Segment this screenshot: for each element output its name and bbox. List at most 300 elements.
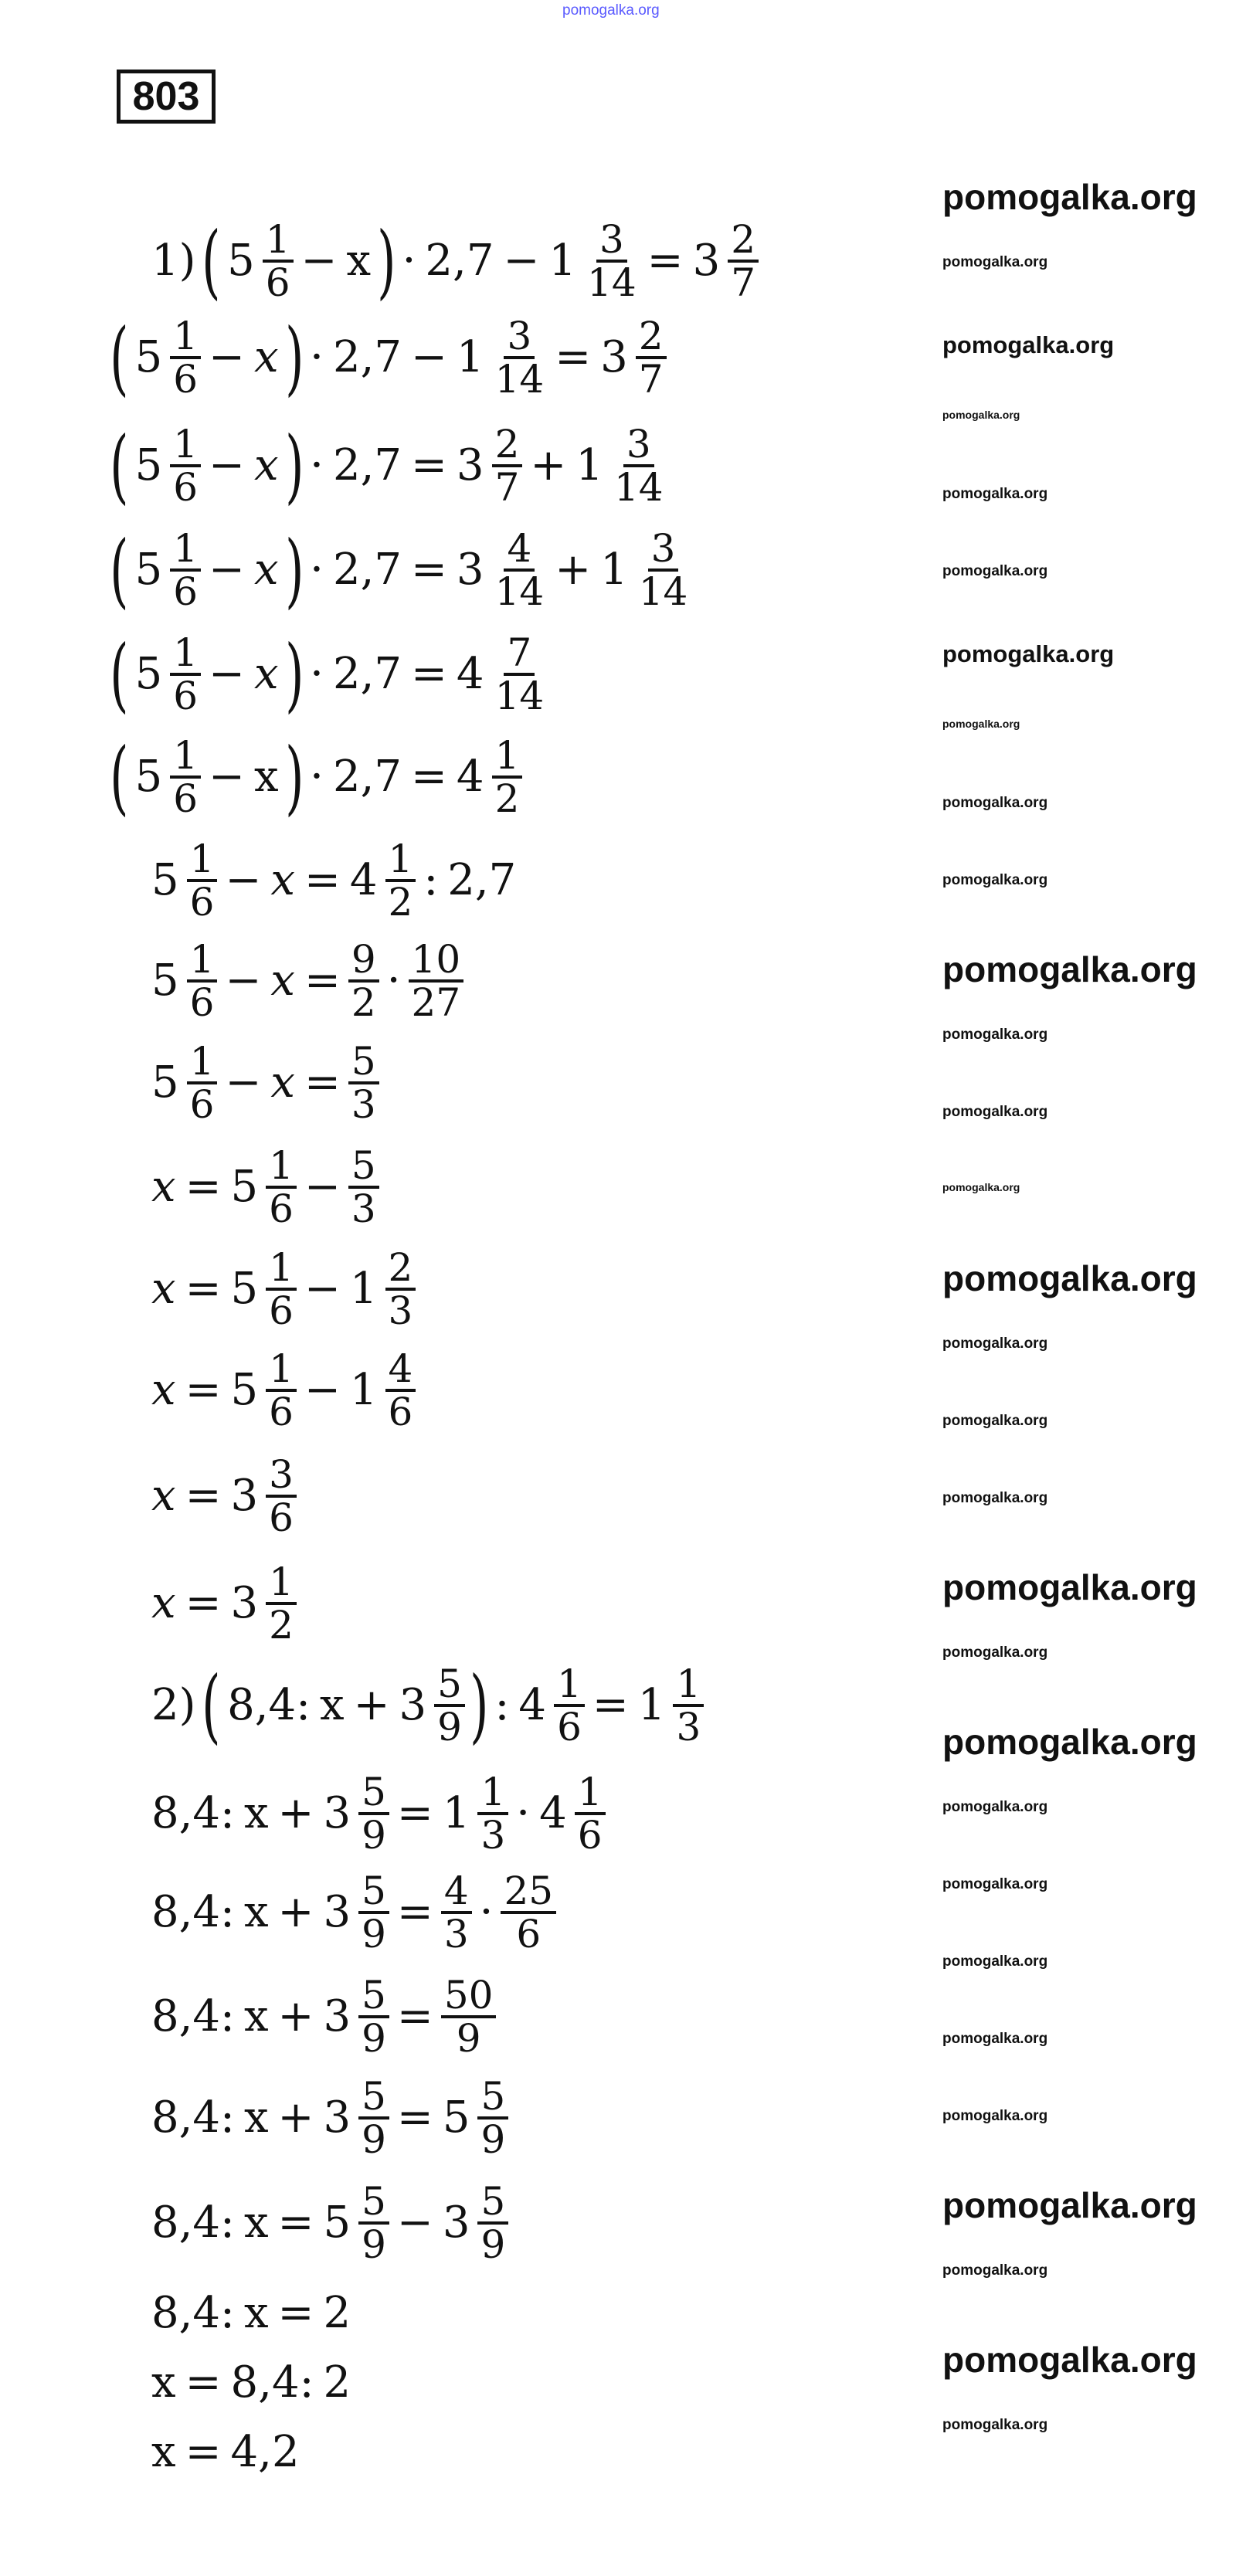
math-token: : (494, 1680, 510, 1731)
numerator: 10 (409, 939, 464, 983)
denominator: 6 (173, 776, 199, 821)
fraction (385, 1346, 416, 1434)
math-token: 4,2 (230, 2427, 300, 2478)
parenthesis: ( (110, 419, 129, 513)
math-token: − (503, 236, 540, 287)
numerator: 4 (385, 1349, 416, 1392)
math-token: x (320, 1680, 345, 1731)
denominator: 14 (494, 357, 545, 402)
math-token: 3 (442, 2198, 470, 2248)
numerator: 4 (441, 1871, 472, 1914)
denominator: 14 (613, 465, 664, 510)
numerator: 5 (477, 2076, 508, 2120)
numerator: 2 (728, 219, 759, 263)
math-token: = (185, 1578, 222, 1629)
math-token: 1 (349, 1365, 378, 1416)
parenthesis: ( (202, 1658, 221, 1753)
denominator: 2 (351, 980, 376, 1025)
math-token: 1 (600, 545, 628, 596)
math-token: = (185, 2427, 222, 2478)
fraction (348, 939, 379, 1023)
denominator: 6 (173, 465, 199, 510)
fraction (348, 1145, 379, 1229)
equation-line (147, 1244, 419, 1334)
fraction (441, 1973, 497, 2061)
watermark-text: pomogalka.org (942, 254, 1048, 270)
numerator: 5 (348, 1041, 379, 1084)
math-token: − (225, 855, 262, 906)
fraction (554, 1661, 585, 1750)
variable-x: x (151, 1264, 176, 1315)
numerator: 1 (187, 1041, 218, 1084)
math-token: 2,7 (447, 855, 517, 906)
equation-line (108, 421, 670, 511)
denominator: 9 (362, 1912, 386, 1957)
watermark-text: pomogalka.org (942, 1413, 1048, 1429)
numerator: 1 (170, 633, 201, 676)
equation-line (147, 936, 467, 1026)
math-token: 4 (456, 752, 484, 803)
denominator: 3 (676, 1705, 701, 1750)
math-token: 8,4: (227, 1680, 311, 1731)
math-token: 3 (323, 1887, 351, 1938)
math-token: 2 (323, 2288, 351, 2339)
math-token: = (304, 1057, 341, 1108)
denominator: 7 (494, 465, 520, 510)
math-token: 1 (349, 1264, 378, 1315)
parenthesis: ) (284, 311, 304, 405)
parenthesis: ( (110, 523, 129, 617)
fraction (441, 1868, 472, 1957)
numerator: 2 (636, 316, 667, 359)
math-token: = (647, 236, 684, 287)
math-token: 3 (456, 440, 484, 491)
denominator: 3 (443, 1912, 469, 1957)
math-token: 5 (134, 332, 163, 383)
math-token: = (185, 1264, 222, 1315)
numerator: 1 (477, 1772, 508, 1815)
watermark-text: pomogalka.org (942, 1027, 1048, 1043)
equation-line (147, 836, 521, 925)
denominator: 6 (189, 980, 215, 1025)
parenthesis: ) (284, 419, 304, 513)
math-token: 4 (518, 1680, 547, 1731)
parenthesis: ) (284, 730, 304, 824)
numerator: 5 (358, 2181, 389, 2225)
fraction (636, 528, 691, 612)
fraction (584, 219, 640, 303)
math-token: x (243, 2092, 269, 2143)
numerator: 2 (385, 1247, 416, 1291)
math-token: = (277, 2198, 314, 2248)
watermark-text: pomogalka.org (942, 2108, 1048, 2124)
math-token: = (411, 752, 447, 803)
math-token: 1 (442, 1788, 470, 1839)
math-token: + (277, 1788, 314, 1839)
fraction (611, 422, 667, 510)
numerator: 50 (441, 1975, 497, 2018)
numerator: 5 (348, 1145, 379, 1189)
watermark-text: pomogalka.org (942, 1567, 1197, 1607)
numerator: 3 (504, 316, 535, 359)
denominator: 2 (269, 1603, 294, 1648)
fraction (728, 219, 759, 303)
watermark-text: pomogalka.org (942, 563, 1048, 579)
math-token: = (304, 855, 341, 906)
math-token: · (310, 545, 324, 596)
math-token: 2,7 (332, 332, 402, 383)
fraction (358, 1868, 389, 1957)
fraction (477, 1770, 508, 1858)
equation-line (147, 1658, 707, 1753)
math-token: 1 (575, 440, 603, 491)
math-token: 8,4: (151, 1991, 235, 2042)
parenthesis: ( (202, 214, 221, 308)
parenthesis: ) (284, 523, 304, 617)
watermark-text: pomogalka.org (942, 1258, 1197, 1298)
math-token: 5 (230, 1162, 259, 1213)
math-token: 2) (151, 1680, 196, 1731)
watermark-text: pomogalka.org (942, 1722, 1197, 1762)
denominator: 9 (456, 2016, 481, 2061)
fraction (187, 939, 218, 1023)
numerator: 4 (504, 528, 535, 572)
numerator: 2 (492, 424, 523, 467)
watermark-text: pomogalka.org (942, 177, 1197, 217)
denominator: 14 (494, 674, 545, 718)
fraction (170, 422, 201, 510)
math-token: 5 (134, 545, 163, 596)
variable-x: x (253, 332, 279, 383)
numerator: 1 (170, 424, 201, 467)
math-token: x (151, 2427, 176, 2478)
watermark-text: pomogalka.org (942, 1644, 1048, 1661)
math-token: 8,4: (151, 2288, 235, 2339)
fraction (358, 2181, 389, 2265)
watermark-text: pomogalka.org (942, 1336, 1048, 1352)
numerator: 3 (596, 219, 627, 263)
math-token: 5 (151, 1057, 179, 1108)
math-token: 2,7 (332, 649, 402, 700)
fraction (434, 1661, 465, 1750)
fraction (501, 1868, 556, 1957)
math-token: 5 (230, 1365, 259, 1416)
numerator: 1 (187, 839, 218, 882)
fraction (348, 1041, 379, 1125)
fraction (187, 1041, 218, 1125)
watermark-text: pomogalka.org (942, 640, 1115, 667)
math-token: = (396, 1788, 433, 1839)
denominator: 6 (173, 569, 199, 614)
denominator: 2 (494, 776, 520, 821)
watermark-text: pomogalka.org (942, 1104, 1048, 1120)
math-token: − (209, 440, 245, 491)
equation-line (147, 1142, 382, 1232)
watermark-text: pomogalka.org (942, 1953, 1048, 1970)
fraction (492, 528, 548, 612)
math-token: 5 (134, 649, 163, 700)
variable-x: x (151, 1162, 176, 1213)
math-token: 8,4: (151, 2092, 235, 2143)
numerator: 1 (266, 1562, 297, 1605)
denominator: 6 (269, 1495, 294, 1540)
variable-x: x (151, 1365, 176, 1416)
watermark-text: pomogalka.org (942, 2031, 1048, 2047)
math-token: 3 (456, 545, 484, 596)
equation-line (147, 2073, 511, 2163)
equation-line (147, 1972, 499, 2062)
fraction (170, 630, 201, 718)
math-token: 8,4: (230, 2357, 314, 2408)
numerator: 7 (504, 633, 535, 676)
denominator: 9 (480, 2117, 506, 2162)
fraction (266, 1145, 297, 1229)
fraction (170, 735, 201, 819)
problem-number: 803 (132, 74, 200, 119)
numerator: 1 (266, 1145, 297, 1189)
math-token: 1) (151, 236, 196, 287)
watermark-text: pomogalka.org (942, 2262, 1048, 2279)
watermark-text: pomogalka.org (942, 2185, 1197, 2225)
numerator: 1 (554, 1664, 585, 1707)
denominator: 2 (388, 880, 413, 925)
math-token: 4 (349, 855, 378, 906)
denominator: 9 (362, 1813, 386, 1858)
math-token: − (209, 545, 245, 596)
denominator: 14 (494, 569, 545, 614)
math-token: 5 (442, 2092, 470, 2143)
math-token: = (185, 1162, 222, 1213)
numerator: 1 (263, 219, 294, 263)
parenthesis: ) (377, 214, 396, 308)
math-token: 3 (323, 1991, 351, 2042)
fraction (385, 837, 416, 925)
fraction (492, 630, 548, 718)
denominator: 14 (638, 569, 688, 614)
fraction (636, 314, 667, 402)
denominator: 6 (265, 260, 290, 305)
denominator: 9 (362, 2117, 386, 2162)
math-token: · (310, 649, 324, 700)
fraction (477, 2181, 508, 2265)
math-token: 1 (637, 1680, 666, 1731)
math-token: = (411, 649, 447, 700)
math-token: 3 (600, 332, 628, 383)
denominator: 6 (516, 1912, 542, 1957)
equation-line (147, 1451, 300, 1541)
math-token: 2,7 (332, 752, 402, 803)
math-token: 3 (692, 236, 721, 287)
denominator: 14 (587, 260, 637, 305)
math-token: 8,4: (151, 1887, 235, 1938)
math-token: + (555, 545, 592, 596)
parenthesis: ) (470, 1658, 489, 1753)
equation-line (108, 525, 694, 615)
math-token: 4 (456, 649, 484, 700)
math-token: − (411, 332, 447, 383)
numerator: 1 (170, 528, 201, 572)
math-token: 5 (151, 855, 179, 906)
math-token: · (386, 955, 401, 1006)
math-token: x (253, 752, 279, 803)
variable-x: x (151, 1471, 176, 1522)
math-token: 1 (456, 332, 484, 383)
numerator: 1 (187, 939, 218, 983)
fraction (263, 219, 294, 303)
numerator: 1 (575, 1772, 606, 1815)
watermark-text: pomogalka.org (942, 409, 1020, 421)
parenthesis: ( (110, 730, 129, 824)
denominator: 9 (437, 1705, 462, 1750)
denominator: 7 (638, 357, 664, 402)
fraction (358, 1770, 389, 1858)
fraction (266, 1560, 297, 1648)
math-token: = (396, 1887, 433, 1938)
numerator: 5 (358, 1772, 389, 1815)
fraction (266, 1454, 297, 1538)
fraction (673, 1661, 704, 1750)
variable-x: x (253, 440, 279, 491)
variable-x: x (270, 955, 295, 1006)
watermark-text: pomogalka.org (942, 486, 1048, 502)
math-token: 5 (230, 1264, 259, 1315)
numerator: 9 (348, 939, 379, 983)
math-token: − (225, 1057, 262, 1108)
equation-line (147, 1769, 609, 1858)
math-token: − (304, 1162, 341, 1213)
math-token: = (396, 1991, 433, 2042)
math-token: 1 (548, 236, 577, 287)
fraction (358, 2076, 389, 2160)
watermark-text: pomogalka.org (942, 795, 1048, 811)
math-token: 5 (134, 440, 163, 491)
math-token: x (346, 236, 372, 287)
math-token: − (225, 955, 262, 1006)
fraction (170, 314, 201, 402)
denominator: 27 (411, 980, 461, 1025)
numerator: 5 (358, 2076, 389, 2120)
math-token: + (277, 1991, 314, 2042)
equation-line (147, 1868, 559, 1957)
math-token: 2,7 (332, 545, 402, 596)
math-token: x (243, 1788, 269, 1839)
fraction (492, 422, 523, 510)
denominator: 6 (173, 357, 199, 402)
math-token: x (243, 1991, 269, 2042)
watermark-text: pomogalka.org (942, 1490, 1048, 1506)
variable-x: x (270, 1057, 295, 1108)
math-token: 5 (227, 236, 255, 287)
denominator: 9 (362, 2016, 386, 2061)
math-token: + (277, 2092, 314, 2143)
math-token: 3 (323, 2092, 351, 2143)
numerator: 25 (501, 1871, 556, 1914)
denominator: 6 (557, 1705, 582, 1750)
math-token: = (411, 545, 447, 596)
math-token: 4 (539, 1788, 567, 1839)
parenthesis: ( (110, 311, 129, 405)
watermark-text: pomogalka.org (942, 1876, 1048, 1892)
fraction (575, 1770, 606, 1858)
math-token: + (353, 1680, 390, 1731)
math-token: − (209, 649, 245, 700)
denominator: 6 (173, 674, 199, 718)
problem-number-box (117, 70, 216, 124)
math-token: − (209, 332, 245, 383)
equation-line (108, 732, 525, 822)
equation-line (108, 311, 670, 405)
math-token: = (396, 2092, 433, 2143)
numerator: 1 (266, 1247, 297, 1291)
parenthesis: ( (110, 627, 129, 721)
equation-line (147, 2408, 304, 2497)
watermark-text: pomogalka.org (942, 872, 1048, 888)
denominator: 6 (269, 1288, 294, 1333)
fraction (409, 939, 464, 1023)
fraction (358, 1973, 389, 2061)
watermark-text: pomogalka.org (562, 2, 660, 19)
parenthesis: ) (284, 627, 304, 721)
math-token: 2 (323, 2357, 351, 2408)
denominator: 9 (480, 2222, 506, 2267)
math-token: 8,4: (151, 1788, 235, 1839)
math-token: = (185, 1471, 222, 1522)
denominator: 6 (189, 1082, 215, 1127)
watermark-text: pomogalka.org (942, 2340, 1197, 2380)
math-token: = (304, 955, 341, 1006)
math-token: = (185, 1365, 222, 1416)
math-token: = (592, 1680, 629, 1731)
math-token: 2,7 (332, 440, 402, 491)
math-token: · (402, 236, 416, 287)
math-token: x (243, 2198, 269, 2248)
math-token: · (310, 440, 324, 491)
numerator: 1 (492, 735, 523, 779)
numerator: 1 (170, 735, 201, 779)
numerator: 5 (358, 1871, 389, 1914)
variable-x: x (151, 1578, 176, 1629)
numerator: 3 (648, 528, 679, 572)
math-token: 5 (134, 752, 163, 803)
numerator: 5 (477, 2181, 508, 2225)
fraction (266, 1247, 297, 1331)
fraction (477, 2076, 508, 2160)
denominator: 9 (362, 2222, 386, 2267)
equation-line (147, 216, 762, 306)
fraction (492, 314, 548, 402)
denominator: 3 (388, 1288, 413, 1333)
numerator: 3 (266, 1454, 297, 1498)
numerator: 1 (266, 1349, 297, 1392)
math-token: − (300, 236, 338, 287)
variable-x: x (270, 855, 295, 906)
math-token: 8,4: (151, 2198, 235, 2248)
denominator: 6 (388, 1390, 413, 1434)
denominator: 3 (480, 1813, 506, 1858)
math-token: x (243, 2288, 269, 2339)
math-token: + (277, 1887, 314, 1938)
denominator: 6 (269, 1186, 294, 1231)
math-token: x (151, 2357, 176, 2408)
denominator: 6 (189, 880, 215, 925)
variable-x: x (253, 649, 279, 700)
math-token: · (516, 1788, 531, 1839)
numerator: 1 (170, 316, 201, 359)
watermark-text: pomogalka.org (942, 949, 1197, 989)
equation-line (147, 2178, 511, 2268)
numerator: 3 (623, 424, 654, 467)
numerator: 1 (385, 839, 416, 882)
